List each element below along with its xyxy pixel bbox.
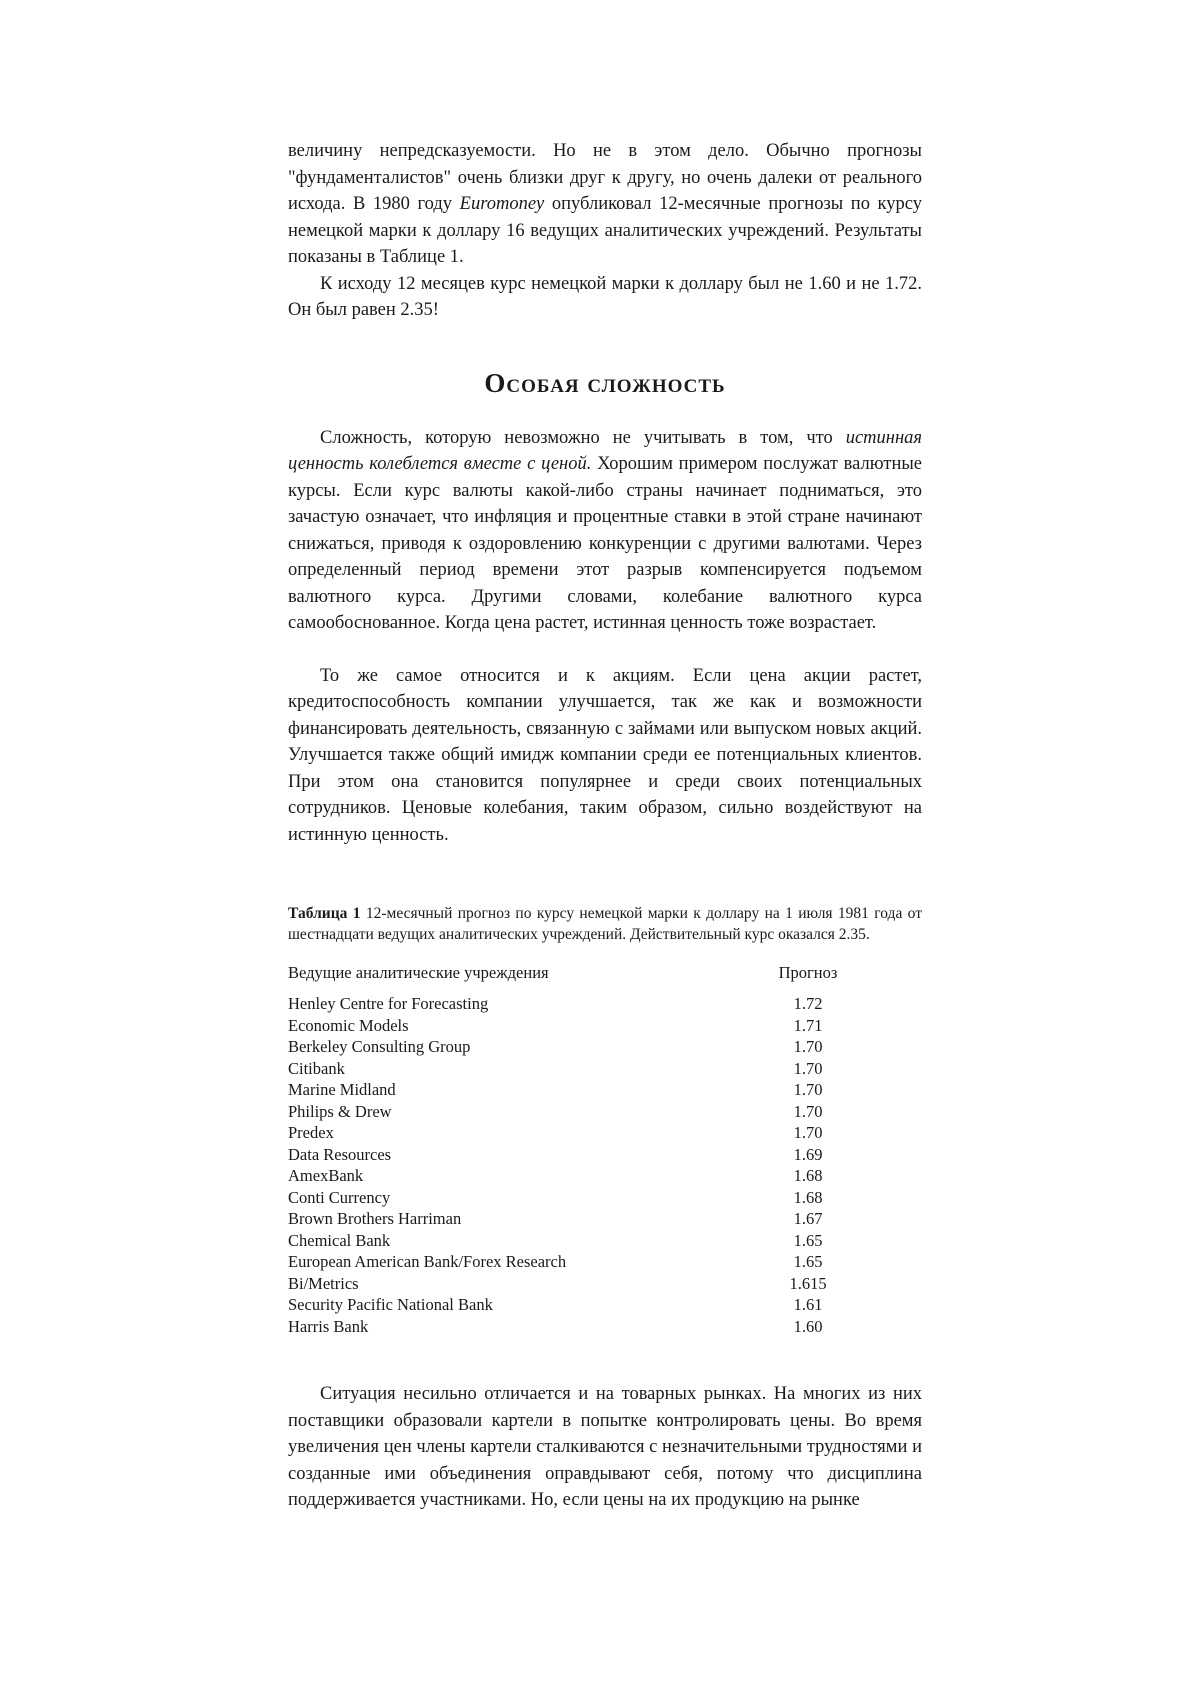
forecast-value: 1.70: [793, 1058, 823, 1078]
table-row: [288, 1187, 868, 1209]
institution-name: Predex: [288, 1123, 334, 1142]
institution-name: Philips & Drew: [288, 1101, 392, 1121]
table-row: [288, 1122, 868, 1144]
forecast-value: 1.70: [793, 1101, 823, 1121]
table-row: [288, 1208, 868, 1230]
institution-name: AmexBank: [288, 1166, 364, 1185]
section-paragraph-1-end: Хорошим примером послужат валютные курсы. Если курс валюты какой-либо страны начинает подниматься, это зачастую означает, что инфляция и процентные ставки в этой стране начинают снижаться, приводя к оздоровлению конкуренции с другими валютами. Через определенный период времени этот разрыв компенсируется подъемом валютного курса. Другими словами, колебание валютного курса самообоснованное. Когда цена растет, истинная ценность тоже возрастает.: [288, 454, 922, 633]
table-body: [288, 993, 868, 1337]
section-paragraph-1: [288, 425, 922, 637]
intro-paragraph-1-text: величину непредсказуемости. Но не в этом дело. Обычно прогнозы "фундаменталистов" очень близки друг к другу, но очень далеки от реального исхода. В 1980 году: [288, 141, 922, 214]
intro-paragraph-1-end: опубликовал 12-месячные прогнозы по курсу немецкой марки к доллару 16 ведущих аналитических учреждений. Результаты показаны в Таблице 1.: [288, 194, 922, 267]
intro-paragraph-1: [288, 138, 922, 271]
forecast-value: 1.70: [793, 1037, 823, 1056]
table-row: [288, 1079, 868, 1101]
forecast-value: 1.71: [793, 1015, 823, 1035]
forecast-value: 1.615: [789, 1273, 827, 1293]
institution-name: Conti Currency: [288, 1187, 391, 1207]
table-row: [288, 1144, 868, 1166]
table-caption-text: 12-месячный прогноз по курсу немецкой марки к доллару на 1 июля 1981 года от шестнадцати ведущих аналитических учреждений. Действительный курс оказался 2.35.: [288, 905, 922, 943]
institution-name: Brown Brothers Harriman: [288, 1209, 462, 1228]
table-row: [288, 1230, 868, 1252]
forecast-value: 1.61: [793, 1295, 823, 1314]
table-row: [288, 993, 868, 1015]
table-row: [288, 1273, 868, 1295]
institution-name: Citibank: [288, 1058, 345, 1078]
column-header-forecast: Прогноз: [778, 963, 838, 982]
institution-name: Chemical Bank: [288, 1230, 391, 1250]
institution-name: Data Resources: [288, 1144, 392, 1164]
forecast-value: 1.60: [793, 1316, 823, 1336]
institution-name: Security Pacific National Bank: [288, 1295, 493, 1314]
forecast-value: 1.70: [793, 1123, 823, 1142]
forecast-value: 1.72: [793, 994, 823, 1013]
section-paragraph-2: То же самое относится и к акциям. Если цена акции растет, кредитоспособность компании улучшается, так же как и возможности финансировать деятельность, связанную с займами или выпуском новых акций. Улучшается также общий имидж компании среди ее потенциальных клиентов. При этом она становится популярнее и среди своих потенциальных сотрудников. Ценовые колебания, таким образом, сильно воздействуют на истинную ценность.: [288, 665, 922, 845]
paragraph-gap: [288, 637, 922, 663]
intro-paragraph-2: К исходу 12 месяцев курс немецкой марки к доллару был не 1.60 и не 1.72. Он был равен 2.35!: [288, 273, 922, 320]
forecast-value: 1.65: [793, 1230, 823, 1250]
table-row: [288, 1015, 868, 1037]
table-row: [288, 1251, 868, 1273]
section-heading: Особая сложность: [484, 367, 726, 398]
section-paragraph-1-italic: истинная ценность колеблется вместе с ценой.: [288, 427, 922, 474]
table-row: [288, 1294, 868, 1316]
institution-name: Harris Bank: [288, 1316, 369, 1336]
forecast-value: 1.68: [793, 1187, 823, 1207]
forecast-table: [288, 963, 868, 1337]
institution-name: Berkeley Consulting Group: [288, 1037, 471, 1056]
institution-name: European American Bank/Forex Research: [288, 1252, 567, 1271]
institution-name: Bi/Metrics: [288, 1273, 359, 1293]
institution-name: Henley Centre for Forecasting: [288, 994, 489, 1013]
table-row: [288, 1036, 868, 1058]
table-row: [288, 1101, 868, 1123]
closing-paragraph: Ситуация несильно отличается и на товарных рынках. На многих из них поставщики образовали картели в попытке контролировать цены. Во время увеличения цен члены картели сталкиваются с незначительными трудностями и созданные ими объединения оправдывают себя, потому что дисциплина поддерживается участниками. Но, если цены на их продукцию на рынке: [288, 1384, 922, 1510]
institution-name: Economic Models: [288, 1015, 409, 1035]
table-caption-label: Таблица 1: [288, 905, 361, 922]
forecast-value: 1.65: [793, 1252, 823, 1271]
table-row: [288, 1316, 868, 1338]
table-caption: [288, 904, 922, 945]
forecast-value: 1.69: [793, 1144, 823, 1164]
column-header-institution: Ведущие аналитические учреждения: [288, 963, 549, 982]
document-page: [288, 138, 922, 1514]
forecast-value: 1.70: [793, 1080, 823, 1099]
euromoney-italic: Euromoney: [459, 194, 545, 214]
table-row: [288, 1058, 868, 1080]
forecast-value: 1.67: [793, 1209, 823, 1228]
section-paragraph-1-start: Сложность, которую невозможно не учитывать в том, что: [320, 427, 846, 448]
table-row: [288, 1165, 868, 1187]
institution-name: Marine Midland: [288, 1080, 396, 1099]
forecast-value: 1.68: [793, 1166, 823, 1185]
table-header-row: [288, 963, 868, 993]
